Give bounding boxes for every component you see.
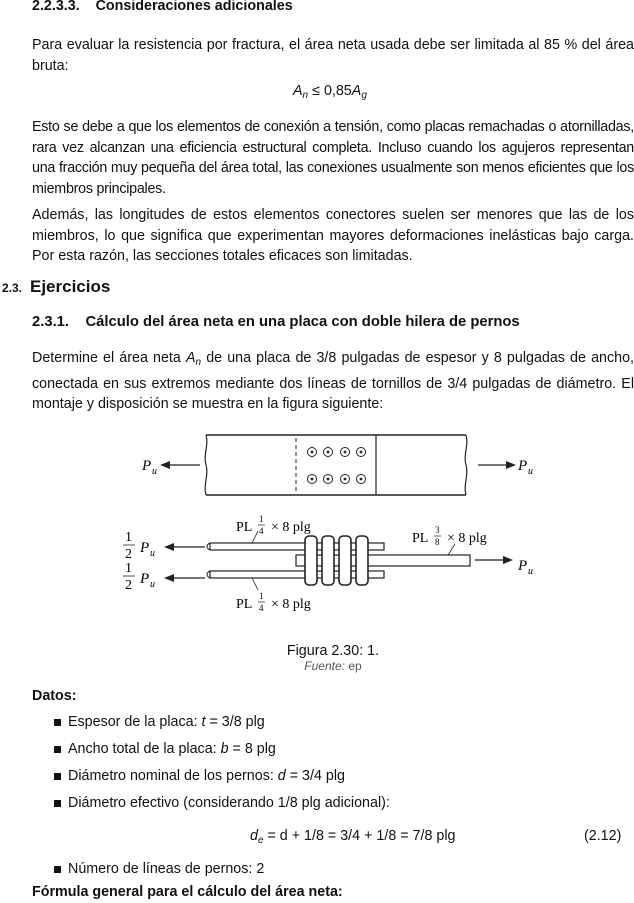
bolt-hole <box>341 475 350 484</box>
paragraph-efficiency: Esto se debe a que los elementos de conexión a tensión, como placas remachadas o atornilladas, rara vez alcanzan una eficiencia estructural completa. Incluso cuando los agujeros representan una fracción muy pequeña del área total, las conexiones usualmente son menos eficientes que los miembros principales. <box>32 119 634 197</box>
plate-plan-view <box>205 435 467 495</box>
section-2-2-3-3-heading <box>32 0 293 14</box>
bolt-hole <box>357 475 366 484</box>
bullet-icon <box>54 719 61 726</box>
list-item: Número de líneas de pernos: 2 <box>68 861 265 877</box>
section-2-3-1-heading <box>32 314 520 330</box>
half-load-arrow-bottom <box>123 561 205 593</box>
pl-denominator: 8 <box>435 537 440 547</box>
plate-label-bottom <box>236 591 311 613</box>
load-arrow-right <box>478 458 533 477</box>
half-denominator: 2 <box>125 547 132 562</box>
problem-text-post: de una placa de 3/8 pulgadas de espesor y 8 pulgadas de ancho, conectada en sus extremos mediante dos líneas de tornillos de 3/4 pulgadas de diámetro. El montaje y disposición se muestra en la figura siguiente: <box>32 350 634 412</box>
pl-label: PL <box>412 531 429 546</box>
bolt <box>339 536 351 585</box>
bolt-hole <box>324 475 333 484</box>
load-label: P <box>140 540 150 556</box>
bolt-holes <box>308 448 366 484</box>
bolted-plate-figure <box>0 430 634 630</box>
pl-dims: × 8 plg <box>271 597 311 612</box>
formula-coef: 0,85 <box>323 83 352 99</box>
formula-rhs: A <box>351 83 362 99</box>
list-item: Ancho total de la placa: b = 8 plg <box>68 741 276 757</box>
pl-numerator: 3 <box>435 525 440 535</box>
figure-source <box>0 659 634 673</box>
bolt-hole <box>324 448 333 457</box>
section-title: Ejercicios <box>30 277 111 296</box>
load-label-sub: u <box>152 466 157 477</box>
plate-label-top <box>236 514 311 536</box>
half-load-arrow-top <box>123 530 205 562</box>
load-label: P <box>142 458 152 474</box>
load-label: P <box>518 458 528 474</box>
pl-denominator: 4 <box>259 526 264 536</box>
bolt <box>356 536 368 585</box>
load-arrow-left <box>141 458 200 477</box>
formula-rhs-sub: g <box>361 90 367 101</box>
formula-var-sub: e <box>257 835 264 846</box>
bullet-icon <box>54 773 61 780</box>
paragraph-deformation: Además, las longitudes de estos elementos conectores suelen ser menores que las de los miembros, lo que significa que experimentan mayores deformaciones inelásticas bajo carga. Por esta razón, las secciones totales eficaces son limitadas. <box>32 207 634 264</box>
datos-heading: Datos: <box>32 688 77 704</box>
equation-number: (2.12) <box>584 828 622 844</box>
formula-lhs: A <box>293 83 303 99</box>
plate-side-view <box>207 531 470 590</box>
load-label-sub: u <box>528 466 533 477</box>
load-label-sub: u <box>150 579 155 590</box>
list-item: Diámetro efectivo (considerando 1/8 plg adicional): <box>68 795 390 811</box>
load-label: P <box>140 571 150 587</box>
bolt-hole <box>357 448 366 457</box>
list-item: Diámetro nominal de los pernos: d = 3/4 plg <box>68 768 345 784</box>
formula-var: d <box>250 828 258 844</box>
section-number: 2.3.1. <box>32 314 70 330</box>
list-item: Espesor de la placa: t = 3/8 plg <box>68 714 265 730</box>
formula-lhs-sub: n <box>302 90 309 101</box>
bullet-icon <box>54 800 61 807</box>
section-title: Consideraciones adicionales <box>95 0 293 14</box>
bolt-hole <box>308 448 317 457</box>
bolt <box>305 536 317 585</box>
paragraph-fracture: Para evaluar la resistencia por fractura, el área neta usada debe ser limitada al 85 % del área bruta: <box>32 37 634 74</box>
bullet-icon <box>54 746 61 753</box>
pl-dims: × 8 plg <box>447 531 487 546</box>
section-title: Cálculo del área neta en una placa con doble hilera de pernos <box>85 314 520 330</box>
section-number: 2.2.3.3. <box>32 0 80 14</box>
pl-numerator: 1 <box>259 591 264 601</box>
pl-dims: × 8 plg <box>271 520 311 535</box>
side-load-arrow-right <box>475 556 533 577</box>
half-numerator: 1 <box>125 561 132 576</box>
plate-label-middle <box>412 525 487 547</box>
half-denominator: 2 <box>125 578 132 593</box>
problem-var: A <box>185 350 196 366</box>
problem-var-sub: n <box>195 357 202 368</box>
load-label: P <box>518 558 528 574</box>
bullet-icon <box>54 866 61 873</box>
formula-operator: ≤ <box>312 83 320 99</box>
formula-rest: = d + 1/8 = 3/4 + 1/8 = 7/8 plg <box>263 828 456 844</box>
section-2-3-heading <box>2 277 110 297</box>
formula-effective-diameter <box>250 828 455 846</box>
paragraph-problem <box>32 348 634 415</box>
pl-label: PL <box>236 597 253 612</box>
section-number: 2.3. <box>2 281 23 295</box>
bolt <box>322 536 334 585</box>
bolt-hole <box>308 475 317 484</box>
formula-heading: Fórmula general para el cálculo del área neta: <box>32 884 343 900</box>
pl-numerator: 1 <box>259 514 264 524</box>
half-numerator: 1 <box>125 530 132 545</box>
formula-net-area-limit <box>293 83 367 101</box>
source-value: ep <box>348 659 362 673</box>
source-label: Fuente: <box>304 659 345 673</box>
load-label-sub: u <box>150 548 155 559</box>
figure-caption: Figura 2.30: 1. <box>286 643 380 659</box>
load-label-sub: u <box>528 566 533 577</box>
pl-label: PL <box>236 520 253 535</box>
pl-denominator: 4 <box>259 603 264 613</box>
problem-text-pre: Determine el área neta <box>32 350 186 366</box>
bolt-hole <box>341 448 350 457</box>
